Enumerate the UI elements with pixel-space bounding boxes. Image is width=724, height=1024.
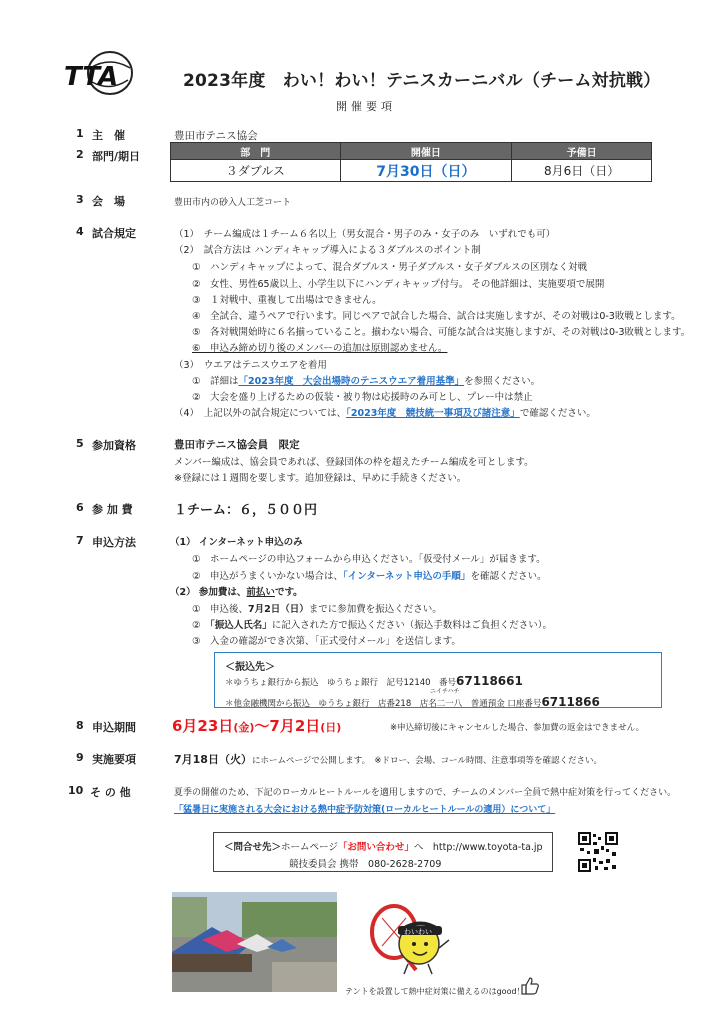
section-5-label: 参加資格 <box>92 439 136 452</box>
apply-method-1-2 <box>192 568 546 582</box>
section-7-label: 申込方法 <box>92 536 136 549</box>
section-7-number: 7 <box>76 534 84 547</box>
contact-phone: 競技委員会 携帯 080-2628-2709 <box>289 859 442 870</box>
rule-2-3: ③ １対戦中、重複して出場はできません。 <box>192 295 382 306</box>
payment-line-2-text: ＊他金融機関から振込 ゆうちょ銀行 店番218 店名二一八 普通預金 口座番号 <box>225 699 542 709</box>
payment-deadline: 7月2日（日） <box>248 604 309 615</box>
section-9-number: 9 <box>76 751 84 764</box>
mascot-illustration <box>364 900 464 978</box>
header-reserve: 予備日 <box>512 143 652 160</box>
tent-photo <box>172 892 337 992</box>
mascot-text: わいわい <box>404 928 432 936</box>
section-1-label: 主 催 <box>92 129 125 142</box>
period-end-weekday: (日) <box>320 721 342 734</box>
rule-3-2: ② 大会を盛り上げるための仮装・被り物は応援時のみ可とし、プレー中は禁止 <box>192 392 533 403</box>
section-10-label: そ の 他 <box>90 786 131 799</box>
contact-box <box>213 832 553 872</box>
section-5-number: 5 <box>76 437 84 450</box>
contact-url[interactable]: へ http://www.toyota-ta.jp <box>413 842 543 853</box>
cell-date: 7月30日（日） <box>340 160 512 182</box>
apply-method-2-1 <box>192 601 442 615</box>
section-3-number: 3 <box>76 193 84 206</box>
period-end: 7月2日 <box>269 717 321 735</box>
division-table <box>170 142 652 182</box>
photo-caption: テントを設置して熱中症対策に備えるのはgood！ <box>345 987 525 996</box>
rule-2-5: ⑤ 各対戦開始時に６名揃っていること。揃わない場合、可能な試合は実施しますが、その対戦は0-3敗戦とします。 <box>192 327 691 338</box>
rule-2-1: ① ハンディキャップによって、混合ダブルス・男子ダブルス・女子ダブルスの区別なく対戦 <box>192 262 588 273</box>
section-9-label: 実施要項 <box>92 753 136 766</box>
payer-name-text: 「振込人氏名」 <box>210 620 272 631</box>
rule-4-prefix: （4） 上記以外の試合規定については、 <box>174 408 347 419</box>
section-4-number: 4 <box>76 225 84 238</box>
apply-method-1-1: ① ホームページの申込フォームから申込ください。「仮受付メール」が届きます。 <box>192 554 546 565</box>
apply-method-2 <box>170 584 303 598</box>
contact-homepage-text: ホームページ <box>281 842 338 853</box>
section-6-number: 6 <box>76 501 84 514</box>
other-bank-account-number: 6711866 <box>541 695 600 709</box>
header-division: 部 門 <box>171 143 341 160</box>
section-2-label: 部門/期日 <box>92 150 141 163</box>
competition-notes-link[interactable]: 「2023年度 競技統一事項及び諸注意」 <box>346 408 520 419</box>
section-4-label: 試合規定 <box>92 227 136 240</box>
cell-division: ３ダブルス <box>171 160 341 182</box>
payment-title: ＜振込先＞ <box>225 662 275 673</box>
rule-4-suffix: で確認ください。 <box>519 408 596 419</box>
entry-fee: １チーム：６，５００円 <box>174 503 318 518</box>
section-2-number: 2 <box>76 148 84 161</box>
period-start: 6月23日 <box>172 717 234 735</box>
internet-procedure-link[interactable]: 「インターネット申込の手順」 <box>343 571 471 582</box>
heat-rule-note: 夏季の開催のため、下記のローカルヒートルールを適用しますので、チームのメンバー全員で熱中症対策を行ってください。 <box>174 788 677 798</box>
apply-method-2-3: ③ 入金の確認ができ次第、「正式受付メール」を送信します。 <box>192 636 461 647</box>
apply-method-2-1-prefix: ① 申込後、 <box>192 604 249 615</box>
header-date: 開催日 <box>340 143 512 160</box>
contact-label: ＜問合せ先＞ <box>224 842 282 853</box>
rule-3-1 <box>192 373 540 387</box>
branch-ruby: ニイチハチ <box>430 688 460 695</box>
rule-2-4: ④ 全試合、違うペアで行います。同じペアで試合した場合、試合は実施しますが、その対戦は0-3敗戦とします。 <box>192 311 681 322</box>
eligibility-line-2: ※登録には１週間を要します。追加登録は、早めに手続きください。 <box>174 473 467 484</box>
qr-code[interactable] <box>578 832 618 872</box>
page-subtitle: 開催要項 <box>336 100 396 113</box>
wear-standard-link[interactable]: 「2023年度 大会出場時のテニスウエア着用基準」 <box>238 376 465 387</box>
apply-method-1-2-suffix: を確認ください。 <box>470 571 547 582</box>
rule-2-6: ⑥ 申込み締め切り後のメンバーの追加は原則認めません。 <box>192 343 448 354</box>
apply-method-2-1-suffix: までに参加費を振込ください。 <box>308 604 442 615</box>
section-8-number: 8 <box>76 719 84 732</box>
section-8-label: 申込期間 <box>92 721 136 734</box>
period-tilde: ～ <box>254 717 270 735</box>
payment-line-1 <box>225 674 651 688</box>
application-period <box>172 715 341 736</box>
logo-text: TTA <box>64 62 119 92</box>
apply-method-1-2-prefix: ② 申込がうまくいかない場合は、 <box>192 571 344 582</box>
section-6-label: 参 加 費 <box>92 503 133 516</box>
apply-method-1: （1） インターネット申込のみ <box>170 537 303 548</box>
rule-4 <box>174 405 596 419</box>
apply-method-2-2-prefix: ② <box>192 620 211 631</box>
period-start-weekday: (金) <box>233 721 255 734</box>
prepay-text: 前払い <box>246 587 275 598</box>
apply-method-2-2-suffix: に記入された方で振込ください（振込手数料はご負担ください）。 <box>271 620 553 631</box>
eligibility-heading: 豊田市テニス協会員 限定 <box>174 439 300 451</box>
organizer: 豊田市テニス協会 <box>174 130 258 142</box>
apply-method-2-prefix: （2） 参加費は、 <box>170 587 247 598</box>
section-10-number: 10 <box>68 784 84 797</box>
venue: 豊田市内の砂入人工芝コート <box>174 198 292 208</box>
payment-line-2 <box>225 695 651 709</box>
eligibility-line-1: メンバー編成は、協会員であれば、登録団体の枠を超えたチーム編成を可とします。 <box>174 457 534 468</box>
rule-3: （3） ウエアはテニスウエアを着用 <box>174 360 327 371</box>
rule-2-2: ② 女性、男性65歳以上、小学生以下にハンディキャップ付与。 その他詳細は、実施要項で展開 <box>192 279 605 290</box>
guidelines-date: 7月18日（火） <box>174 753 252 766</box>
section-3-label: 会 場 <box>92 195 125 208</box>
thumbs-up-icon <box>520 976 540 996</box>
contact-inquiry-link[interactable]: 「お問い合わせ」 <box>337 842 414 853</box>
guidelines-text: にホームページで公開します。 ※ドロー、会場、コール時間、注意事項等を確認ください。 <box>251 756 602 766</box>
section-1-number: 1 <box>76 127 84 140</box>
rule-3-1-prefix: ① 詳細は <box>192 376 239 387</box>
heat-rule-link[interactable]: 「猛暑日に実施される大会における熱中症予防対策(ローカルヒートルールの適用）について」 <box>174 805 556 815</box>
contact-line-1 <box>224 839 542 853</box>
payment-line-1-text: ＊ゆうちょ銀行から振込 ゆうちょ銀行 記号12140 番号 <box>225 678 457 688</box>
page-title: 2023年度 わい！わい！テニスカーニバル（チーム対抗戦） <box>183 71 661 91</box>
payment-info-box <box>214 652 662 708</box>
yucho-account-number: 67118661 <box>456 674 523 688</box>
tta-logo <box>62 48 142 98</box>
rule-3-1-suffix: を参照ください。 <box>464 376 541 387</box>
cell-reserve: 8月6日（日） <box>512 160 652 182</box>
apply-method-2-2 <box>192 617 552 631</box>
apply-method-2-suffix: です。 <box>274 587 303 598</box>
cancel-note: ※申込締切後にキャンセルした場合、参加費の返金はできません。 <box>390 723 645 733</box>
rule-1: （1） チーム編成は１チーム６名以上（男女混合・男子のみ・女子のみ いずれでも可） <box>174 229 556 240</box>
guidelines-line <box>174 751 602 767</box>
rule-2: （2） 試合方法は ハンディキャップ導入による３ダブルスのポイント制 <box>174 245 481 256</box>
